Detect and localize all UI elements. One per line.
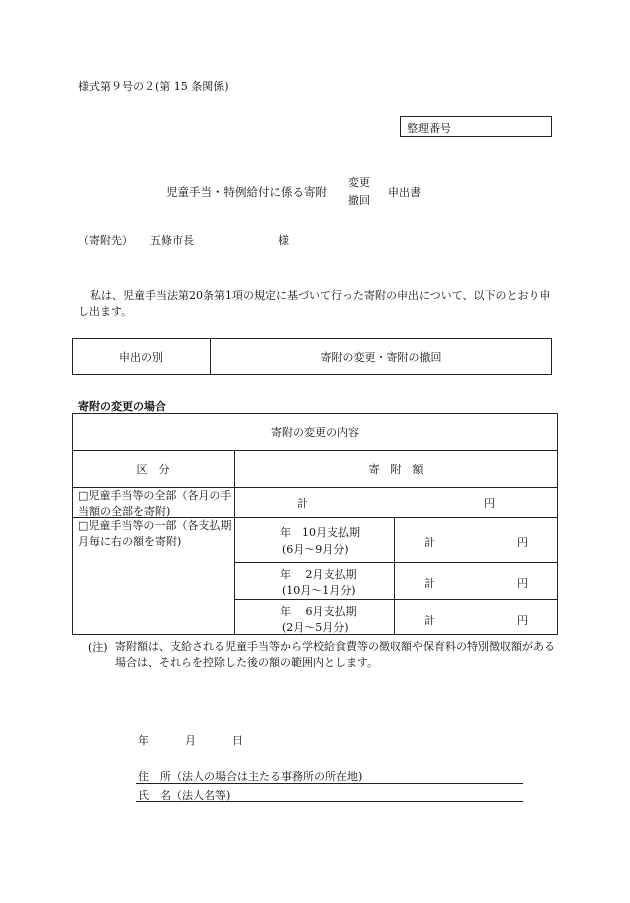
note-label: (注) [88,641,108,654]
column-header-category: 区 分 [136,462,170,476]
change-table-rule [234,562,558,563]
signer-address-label: 住 所（法人の場合は主たる事務所の所在地) [138,770,363,783]
reference-number-label: 整理番号 [407,122,451,135]
signer-name-line[interactable] [136,801,523,802]
period-february-amount-field[interactable] [438,569,514,591]
note-text: 寄附額は、支給される児童手当等から学校給食費等の徴収額や保育料の特別徴収額がある場合は、それらを控除した後の額の範囲内とします。 [115,640,555,669]
period-june-total-label: 計 [424,614,435,627]
reference-number-box[interactable] [400,116,552,137]
column-header-amount: 寄 附 額 [368,462,424,476]
signer-name-label: 氏 名（法人名等) [138,789,231,802]
date-month-label: 月 [185,734,196,747]
row-partial-category[interactable]: □児童手当等の一部（各支払期月毎に右の額を寄附) [78,519,232,548]
form-number: 様式第９号の２(第 15 条関係) [78,80,229,93]
title-suffix: 申出書 [388,186,421,199]
change-table-title: 寄附の変更の内容 [271,425,359,439]
period-february-line2: (10月〜1月分) [282,584,356,597]
period-october-line1: 年 10月支払期 [280,526,360,539]
row-all-yen: 円 [484,497,495,510]
period-june-line1: 年 6月支払期 [280,605,357,618]
date-day-label: 日 [232,734,243,747]
period-june-yen: 円 [517,614,528,627]
date-year-label: 年 [138,734,149,747]
date-field[interactable] [100,728,250,748]
request-type-label: 申出の別 [119,350,163,364]
title-option-change: 変更 [348,176,370,189]
period-february-total-label: 計 [424,577,435,590]
row-all-amount-field[interactable] [312,490,480,512]
period-october-line2: (6月〜9月分) [282,543,349,556]
addressee-name: 五條市長 [150,234,194,247]
title-main: 児童手当・特例給付に係る寄附 [166,185,327,199]
statement-text: 私は、児童手当法第20条第1項の規定に基づいて行った寄附の申出について、以下のとおり申し出ます。 [78,289,551,318]
signer-address-line[interactable] [136,783,523,784]
change-table-rule [394,517,395,635]
title-option-withdraw: 撤回 [348,194,370,207]
row-all-total-label: 計 [297,497,308,510]
change-section-heading: 寄附の変更の場合 [78,400,166,413]
addressee-honorific: 様 [278,234,289,247]
period-february-yen: 円 [517,577,528,590]
period-june-line2: (2月〜5月分) [282,621,349,634]
change-table-rule [234,599,558,600]
period-february-line1: 年 2月支払期 [280,568,357,581]
row-all-category[interactable]: □児童手当等の全部（各月の手当額の全部を寄附) [78,489,232,518]
period-october-total-label: 計 [424,536,435,549]
period-october-amount-field[interactable] [438,528,514,550]
period-october-yen: 円 [517,536,528,549]
period-june-amount-field[interactable] [438,606,514,628]
request-type-value[interactable]: 寄附の変更・寄附の撤回 [320,350,442,364]
addressee-label: （寄附先） [78,234,133,247]
